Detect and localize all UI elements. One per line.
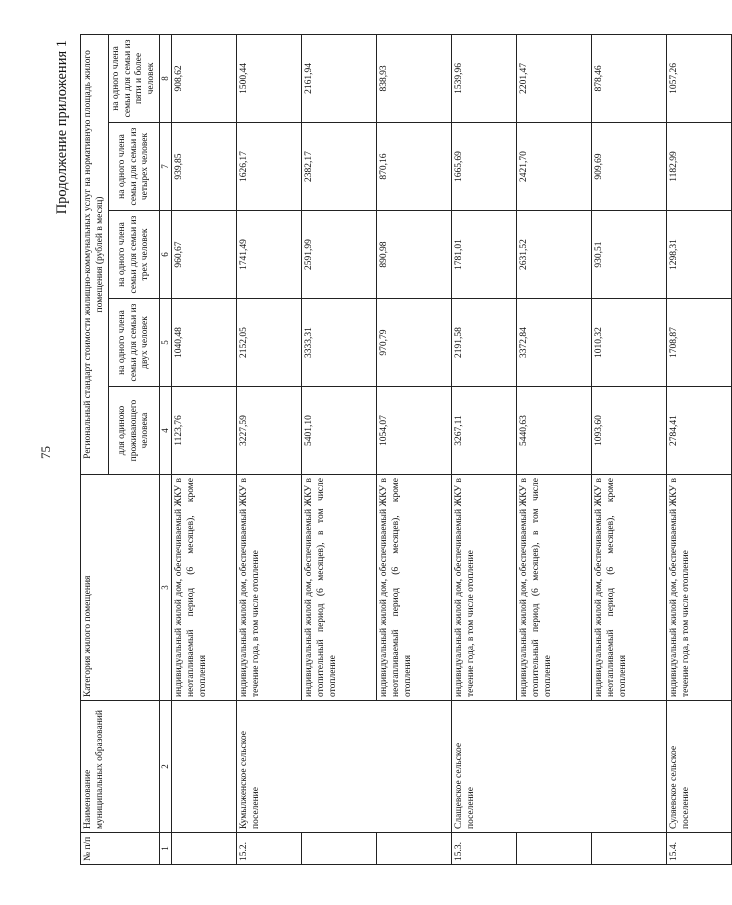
continuation-title: Продолжение приложения 1 bbox=[54, 40, 70, 215]
row-number bbox=[592, 833, 667, 865]
value-family-4: 2421,70 bbox=[517, 123, 592, 211]
column-number: 5 bbox=[160, 299, 172, 387]
row-number bbox=[377, 833, 452, 865]
value-family-2: 1040,48 bbox=[172, 299, 237, 387]
municipality-name: Слащевское сельское поселение bbox=[452, 701, 667, 833]
value-family-5: 1500,44 bbox=[237, 34, 302, 122]
value-single: 1054,07 bbox=[377, 387, 452, 475]
value-family-4: 1626,17 bbox=[237, 123, 302, 211]
row-number bbox=[517, 833, 592, 865]
value-single: 3267,11 bbox=[452, 387, 517, 475]
column-number: 2 bbox=[160, 701, 172, 833]
value-family-5: 2201,47 bbox=[517, 34, 592, 122]
value-single: 5440,63 bbox=[517, 387, 592, 475]
value-family-4: 909,69 bbox=[592, 123, 667, 211]
value-family-4: 2382,17 bbox=[302, 123, 377, 211]
value-family-5: 2161,94 bbox=[302, 34, 377, 122]
value-single: 2784,41 bbox=[667, 387, 732, 475]
header-sub-3: на одного члена семьи для семьи из трех человек bbox=[109, 211, 160, 299]
column-number: 7 bbox=[160, 123, 172, 211]
value-family-2: 2152,05 bbox=[237, 299, 302, 387]
row-number bbox=[302, 833, 377, 865]
value-family-2: 1708,87 bbox=[667, 299, 732, 387]
value-family-5: 1539,96 bbox=[452, 34, 517, 122]
value-family-4: 1182,99 bbox=[667, 123, 732, 211]
header-category: Категория жилого помещения bbox=[81, 475, 160, 701]
housing-category: индивидуальный жилой дом, обеспечиваемый ЖКУ в неотапливаемый период (6 месяцев), кроме отопления bbox=[172, 475, 237, 701]
row-number: 15.4. bbox=[667, 833, 732, 865]
value-single: 5401,10 bbox=[302, 387, 377, 475]
housing-category: индивидуальный жилой дом, обеспечиваемый ЖКУ в течение года, в том числе отопление bbox=[452, 475, 517, 701]
header-sub-5: на одного члена семьи для семьи из пяти и более человек bbox=[109, 34, 160, 122]
header-no: № п/п bbox=[81, 833, 160, 865]
row-number bbox=[172, 833, 237, 865]
value-single: 1123,76 bbox=[172, 387, 237, 475]
value-family-2: 1010,32 bbox=[592, 299, 667, 387]
value-family-2: 970,79 bbox=[377, 299, 452, 387]
table-row bbox=[452, 34, 517, 864]
municipality-name: Кумылженское сельское поселение bbox=[237, 701, 452, 833]
housing-category: индивидуальный жилой дом, обеспечиваемый ЖКУ в отопительный период (6 месяцев), в том числе отопление bbox=[302, 475, 377, 701]
column-number: 3 bbox=[160, 475, 172, 701]
table-row bbox=[667, 34, 732, 864]
municipality-name bbox=[172, 701, 237, 833]
value-family-3: 1298,31 bbox=[667, 211, 732, 299]
value-family-2: 2191,58 bbox=[452, 299, 517, 387]
row-number: 15.2. bbox=[237, 833, 302, 865]
page-number: 75 bbox=[38, 446, 53, 459]
value-family-3: 2591,99 bbox=[302, 211, 377, 299]
table-row bbox=[237, 34, 302, 864]
housing-category: индивидуальный жилой дом, обеспечиваемый ЖКУ в течение года, в том числе отопление bbox=[667, 475, 732, 701]
value-single: 3227,59 bbox=[237, 387, 302, 475]
housing-category: индивидуальный жилой дом, обеспечиваемый ЖКУ в отопительный период (6 месяцев), в том числе отопление bbox=[517, 475, 592, 701]
row-number: 15.3. bbox=[452, 833, 517, 865]
value-family-5: 1057,26 bbox=[667, 34, 732, 122]
value-family-5: 838,93 bbox=[377, 34, 452, 122]
header-standard: Региональный стандарт стоимости жилищно-коммунальных услуг на нормативную площадь жилого помещения (рублей в месяц) bbox=[81, 34, 109, 474]
header-municipality: Наименование муниципальных образований bbox=[81, 701, 160, 833]
value-family-3: 890,98 bbox=[377, 211, 452, 299]
municipality-name: Суляевское сельское поселение bbox=[667, 701, 732, 833]
value-family-5: 878,46 bbox=[592, 34, 667, 122]
table-row bbox=[172, 34, 237, 864]
header-sub-4: на одного члена семьи для семьи из четырех человек bbox=[109, 123, 160, 211]
housing-category: индивидуальный жилой дом, обеспечиваемый ЖКУ в течение года, в том числе отопление bbox=[237, 475, 302, 701]
column-number: 8 bbox=[160, 34, 172, 122]
value-family-4: 1665,69 bbox=[452, 123, 517, 211]
value-family-3: 960,67 bbox=[172, 211, 237, 299]
value-family-2: 3372,84 bbox=[517, 299, 592, 387]
header-sub-2: на одного члена семьи для семьи из двух человек bbox=[109, 299, 160, 387]
header-sub-1: для одиноко проживающего человека bbox=[109, 387, 160, 475]
housing-category: индивидуальный жилой дом, обеспечиваемый ЖКУ в неотапливаемый период (6 месяцев), кроме отопления bbox=[592, 475, 667, 701]
tariff-table bbox=[80, 34, 732, 865]
column-number: 4 bbox=[160, 387, 172, 475]
column-number: 6 bbox=[160, 211, 172, 299]
value-family-3: 2631,52 bbox=[517, 211, 592, 299]
value-family-4: 939,85 bbox=[172, 123, 237, 211]
value-family-5: 908,62 bbox=[172, 34, 237, 122]
value-family-3: 1781,01 bbox=[452, 211, 517, 299]
value-family-3: 1741,49 bbox=[237, 211, 302, 299]
value-family-2: 3333,31 bbox=[302, 299, 377, 387]
column-number-row bbox=[160, 34, 172, 864]
housing-category: индивидуальный жилой дом, обеспечиваемый ЖКУ в неотапливаемый период (6 месяцев), кроме отопления bbox=[377, 475, 452, 701]
value-family-3: 930,51 bbox=[592, 211, 667, 299]
value-family-4: 870,16 bbox=[377, 123, 452, 211]
column-number: 1 bbox=[160, 833, 172, 865]
value-single: 1093,60 bbox=[592, 387, 667, 475]
